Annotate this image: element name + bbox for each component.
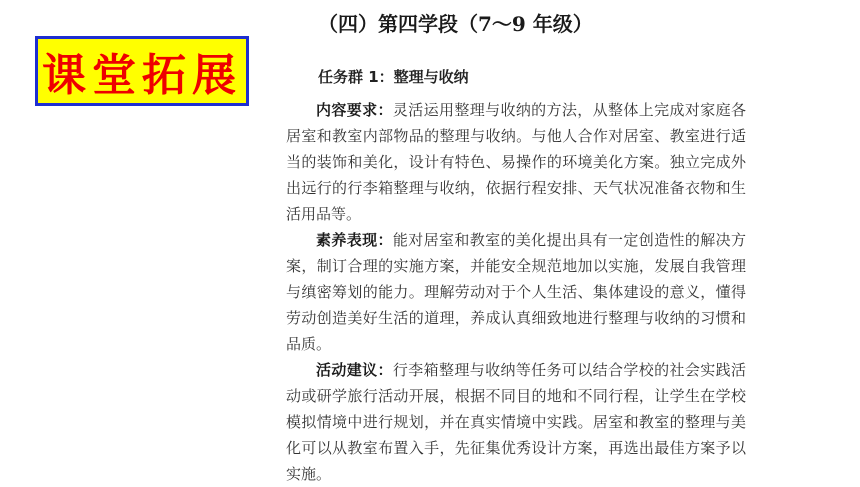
- paragraph-text: 行李箱整理与收纳等任务可以结合学校的社会实践活动或研学旅行活动开展，根据不同目的地和不同行程，让学生在学校模拟情境中进行规划，并在真实情境中实践。居室和教室的整理与美化可以从教室布置入手，先征集优秀设计方案，再选出最佳方案予以实施。: [286, 361, 746, 483]
- paragraph-label: 内容要求：: [316, 101, 393, 119]
- badge-text: 课堂拓展: [42, 50, 242, 101]
- task-group-title: 任务群 1：整理与收纳: [318, 68, 469, 86]
- lesson-extension-badge: [35, 36, 249, 106]
- document-body: [286, 97, 746, 487]
- paragraph-text: 灵活运用整理与收纳的方法，从整体上完成对家庭各居室和教室内部物品的整理与收纳。与他人合作对居室、教室进行适当的装饰和美化，设计有特色、易操作的环境美化方案。独立完成外出远行的行李箱整理与收纳，依据行程安排、天气状况准备衣物和生活用品等。: [286, 101, 746, 223]
- paragraph-label: 活动建议：: [316, 361, 393, 379]
- paragraph-text: 能对居室和教室的美化提出具有一定创造性的解决方案，制订合理的实施方案，并能安全规范地加以实施，发展自我管理与缜密筹划的能力。理解劳动对于个人生活、集体建设的意义，懂得劳动创造美好生活的道理，养成认真细致地进行整理与收纳的习惯和品质。: [286, 231, 746, 353]
- paragraph-content-requirements: [286, 97, 746, 227]
- paragraph-activity-suggestions: [286, 357, 746, 487]
- paragraph-label: 素养表现：: [316, 231, 393, 249]
- section-heading: （四）第四学段（7～9 年级）: [318, 12, 593, 36]
- paragraph-literacy-performance: [286, 227, 746, 357]
